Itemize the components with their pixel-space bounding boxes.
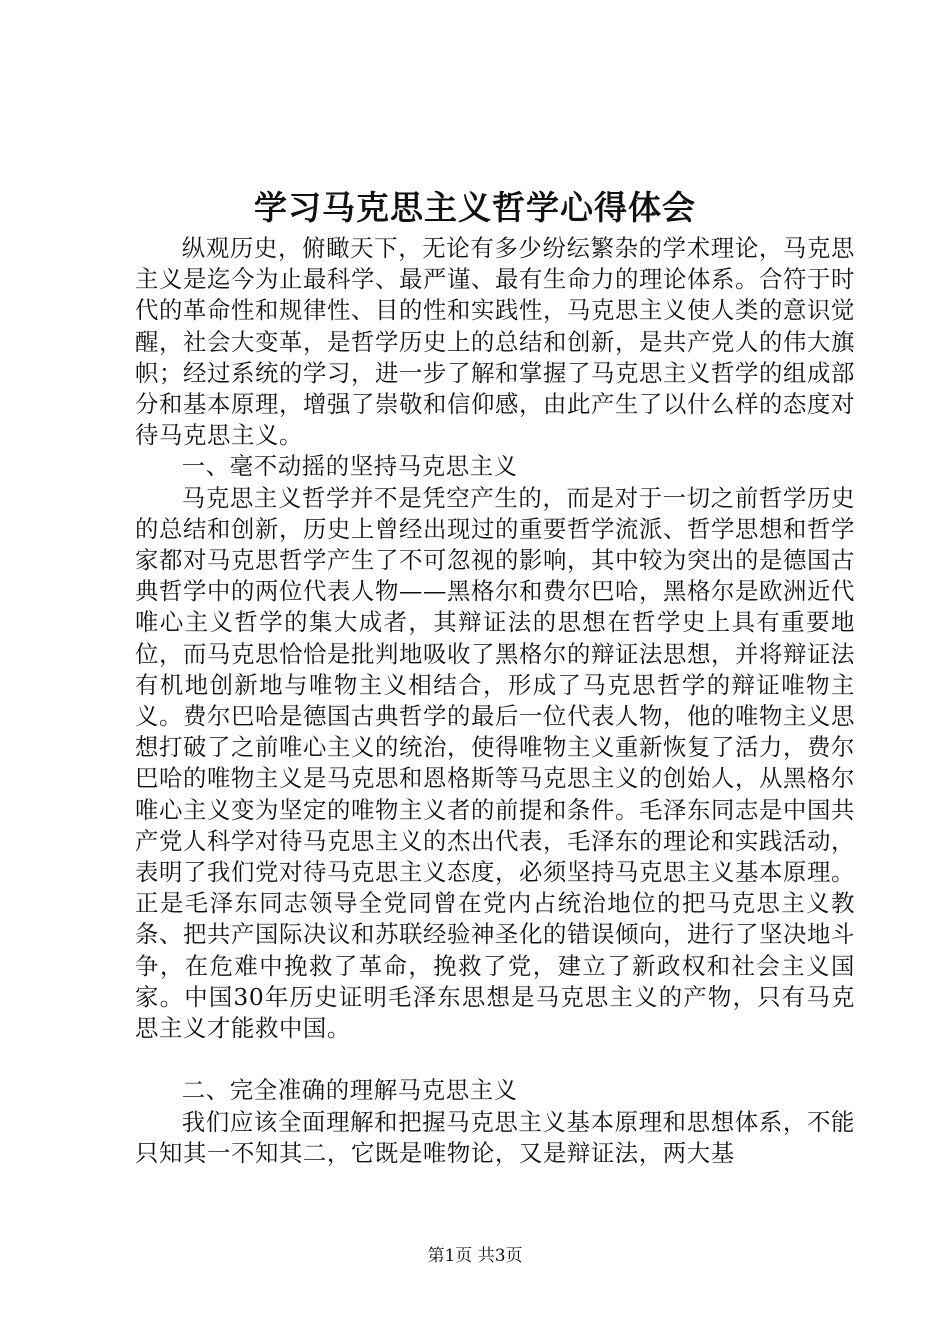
paragraph-section-2: 我们应该全面理解和把握马克思主义基本原理和思想体系，不能只知其一不知其二，它既是唯物论，又是辩证法，两大基 [135, 1107, 855, 1167]
paragraph-intro: 纵观历史，俯瞰天下，无论有多少纷纭繁杂的学术理论，马克思主义是迄今为止最科学、最严谨、最有生命力的理论体系。合符于时代的革命性和规律性、目的性和实践性，马克思主义使人类的意识觉醒，社会大变革，是哲学历史上的总结和创新，是共产党人的伟大旗帜；经过系统的学习，进一步了解和掌握了马克思主义哲学的组成部分和基本原理，增强了崇敬和信仰感，由此产生了以什么样的态度对待马克思主义。 [135, 234, 855, 450]
paragraph-section-1: 马克思主义哲学并不是凭空产生的，而是对于一切之前哲学历史的总结和创新，历史上曾经出现过的重要哲学流派、哲学思想和哲学家都对马克思哲学产生了不可忽视的影响，其中较为突出的是德国古典哲学中的两位代表人物——黑格尔和费尔巴哈，黑格尔是欧洲近代唯心主义哲学的集大成者，其辩证法的思想在哲学史上具有重要地位，而马克思恰恰是批判地吸收了黑格尔的辩证法思想，并将辩证法有机地创新地与唯物主义相结合，形成了马克思哲学的辩证唯物主义。费尔巴哈是德国古典哲学的最后一位代表人物，他的唯物主义思想打破了之前唯心主义的统治，使得唯物主义重新恢复了活力，费尔巴哈的唯物主义是马克思和恩格斯等马克思主义的创始人，从黑格尔唯心主义变为坚定的唯物主义者的前提和条件。毛泽东同志是中国共产党人科学对待马克思主义的杰出代表，毛泽东的理论和实践活动，表明了我们党对待马克思主义态度，必须坚持马克思主义基本原理。正是毛泽东同志领导全党同曾在党内占统治地位的把马克思主义教条、把共产国际决议和苏联经验神圣化的错误倾向，进行了坚决地斗争，在危难中挽救了革命，挽救了党，建立了新政权和社会主义国家。中国30年历史证明毛泽东思想是马克思主义的产物，只有马克思主义才能救中国。 [135, 483, 855, 1043]
section-heading-2: 二、完全准确的理解马克思主义 [181, 1076, 518, 1105]
document-title: 学习马克思主义哲学心得体会 [254, 188, 696, 227]
section-heading-1: 一、毫不动摇的坚持马克思主义 [181, 452, 518, 481]
paragraph-gap [135, 1044, 855, 1075]
document-body [135, 233, 855, 1169]
page-footer: 第1页 共3页 [427, 1246, 523, 1266]
